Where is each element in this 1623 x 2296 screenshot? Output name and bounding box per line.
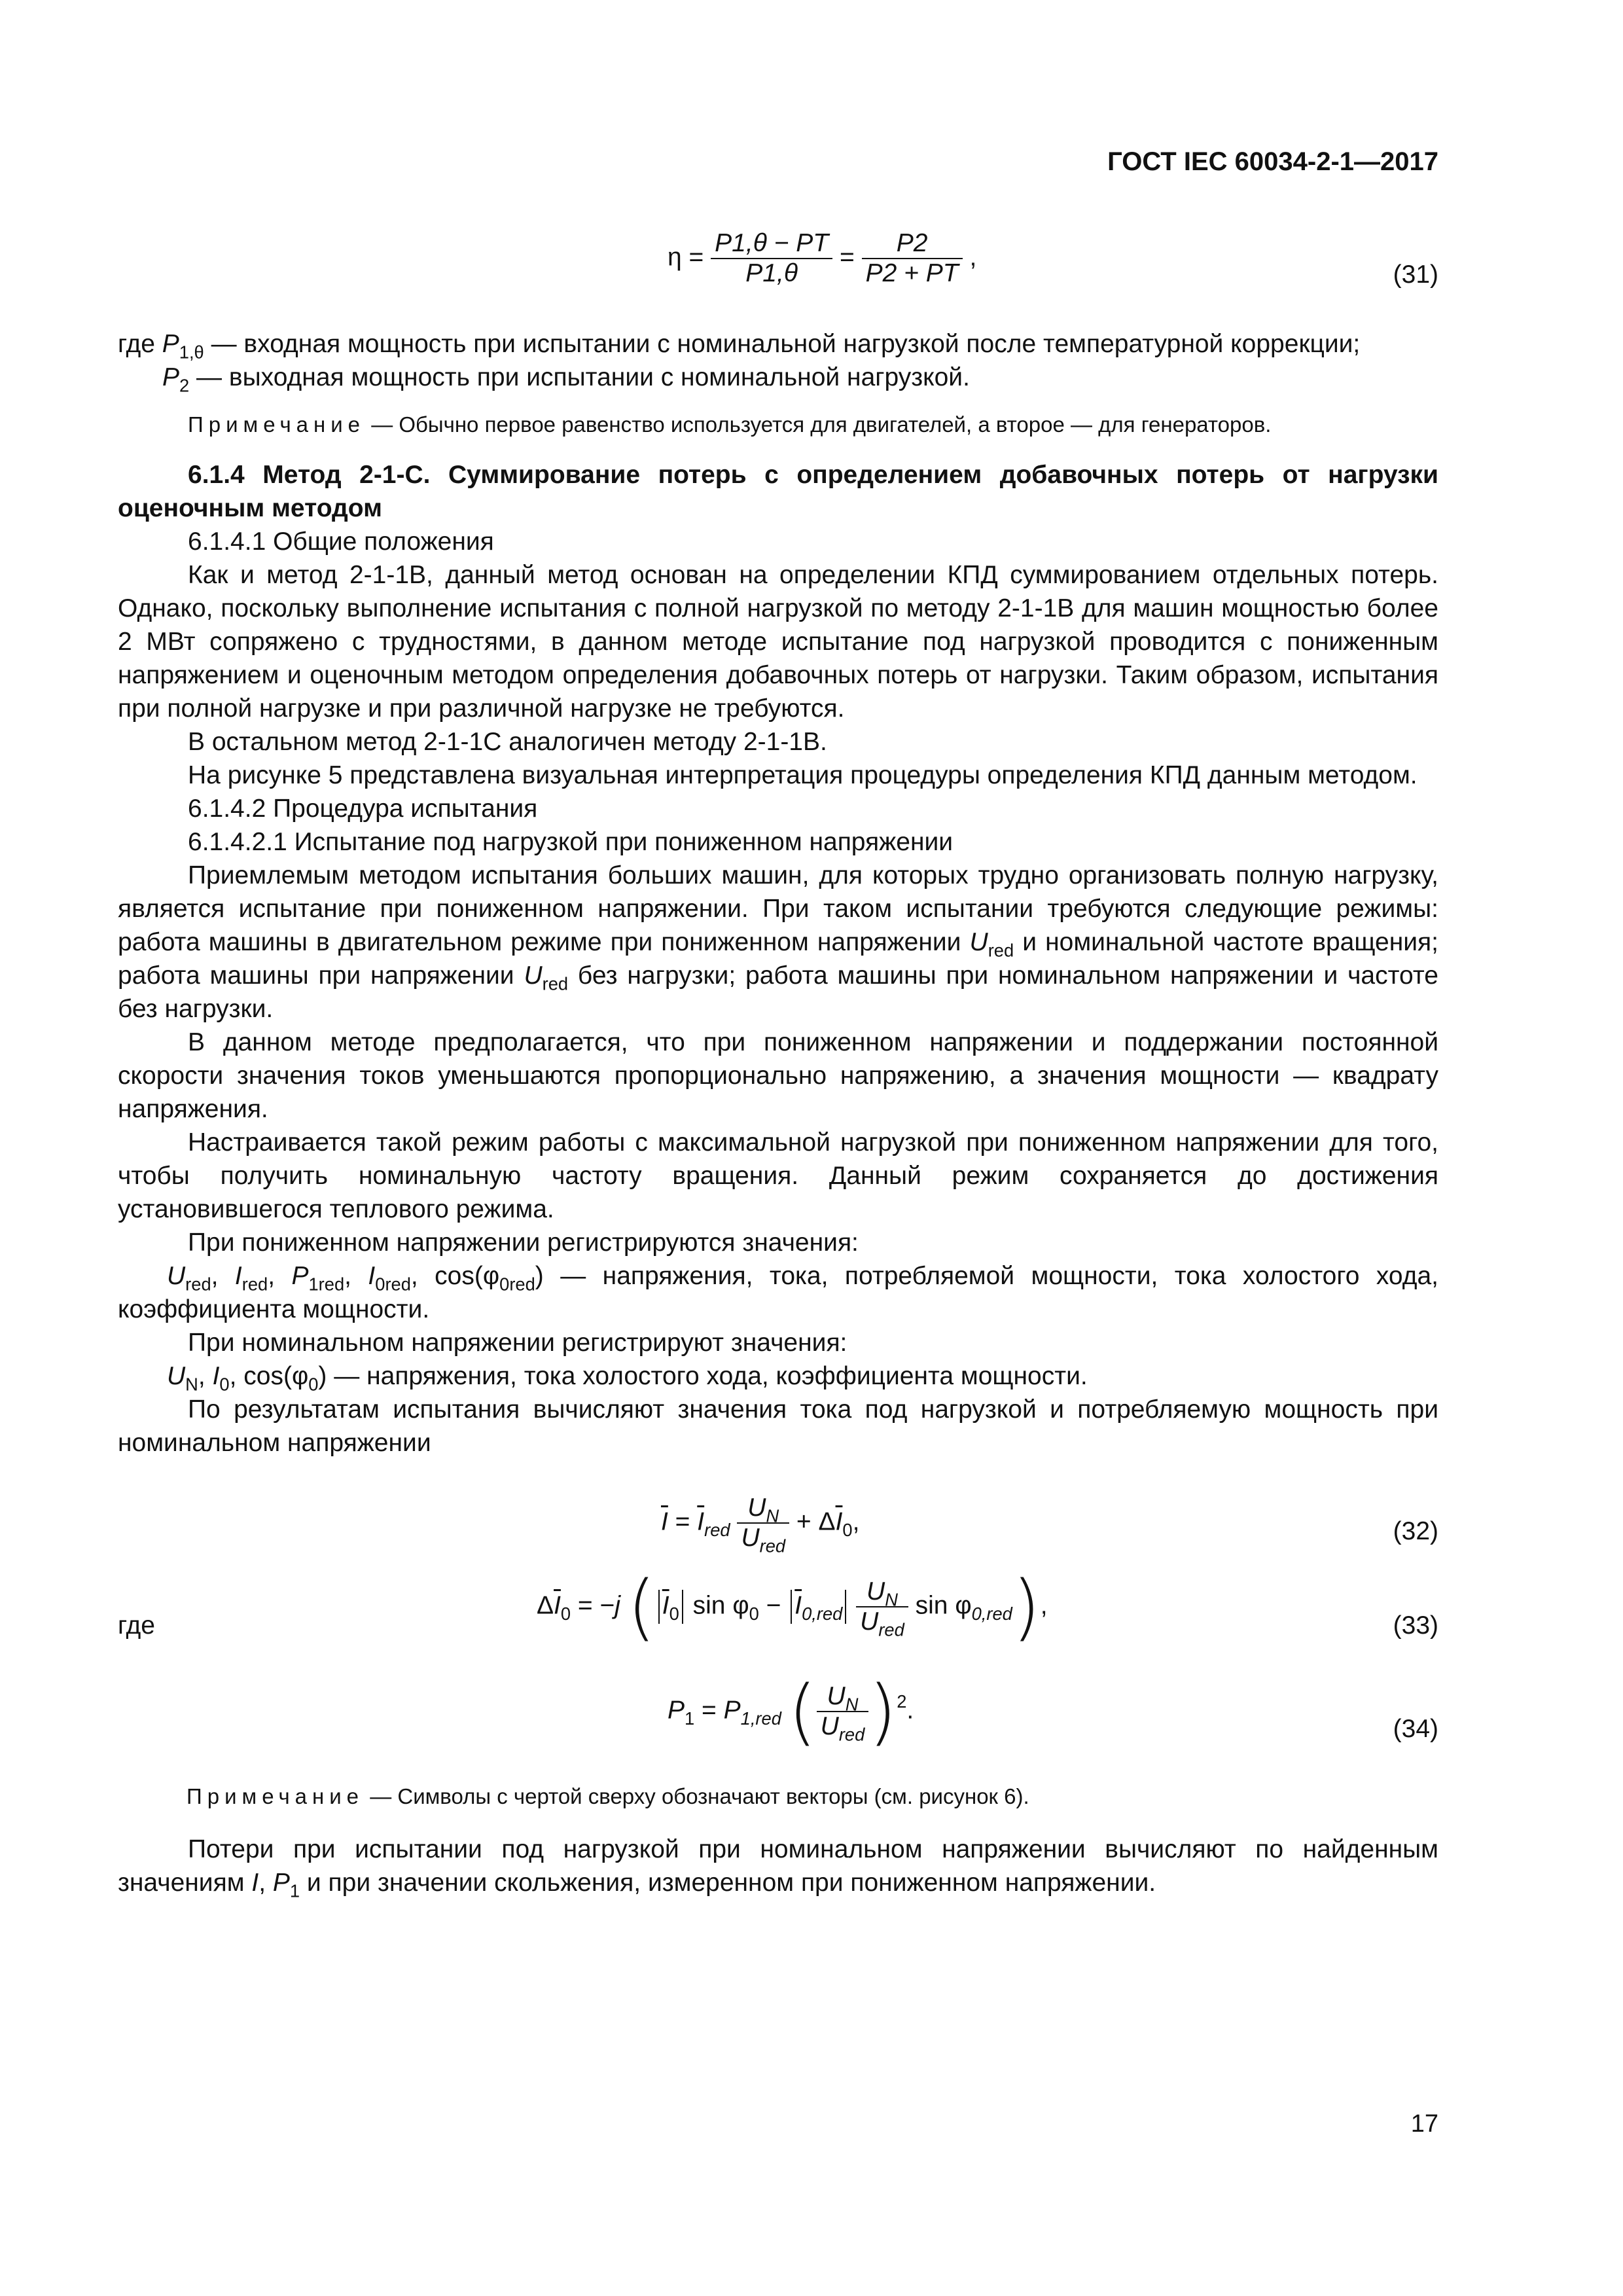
fraction-2 [862,229,963,288]
page-number: 17 [1410,2110,1438,2138]
note-text: — Символы с чертой сверху обозначают векторы (см. рисунок 6). [370,1784,1029,1808]
equals-sign: = [839,243,855,272]
final-paragraph: Потери при испытании под нагрузкой при номинальном напряжении вычисляют по найденным значениям I, $P_1$ и при значении скольжения, измеренном при пониженном напряжении. [118,1835,1438,1901]
equation-number-32: (32) [1393,1517,1438,1545]
paragraph-2: В остальном метод 2-1-1С аналогичен методу 2-1-1В. [188,728,827,756]
subsection-6-1-4-2: 6.1.4.2 Процедура испытания [188,795,538,823]
subsection-6-1-4-2-1: 6.1.4.2.1 Испытание под нагрузкой при пониженном напряжении [188,828,954,856]
paragraph-11: По результатам испытания вычисляют значения тока под нагрузкой и потребляемую мощность при номинальном напряжении [118,1395,1438,1457]
document-header: ГОСТ IEC 60034-2-1—2017 [1107,147,1438,176]
equation-34: $P_1 = P_{1,red}$ ( $\frac{U_N}{U_{red}}$ )$^2$. [668,1670,914,1753]
where-line-1: где $P_{1,\theta}$ — входная мощность при испытании с номинальной нагрузкой после температурной коррекции; [118,330,1361,363]
equation-number-34: (34) [1393,1715,1438,1743]
fraction-2-denominator: P2 + PT [865,259,959,287]
equation-32: $\overline{I} = \overline{I}_{red}$ $\frac{U_N}{U_{red}}$ + $\Delta\overline{I}_0$, [661,1494,860,1556]
paragraph-7: При пониженном напряжении регистрируются значения: [188,1229,859,1257]
where-line-2: $P_2$ — выходная мощность при испытании с номинальной нагрузкой. [162,363,970,396]
note-2 [118,1782,1438,1812]
paragraph-9: При номинальном напряжении регистрируют значения: [188,1329,847,1357]
equation-comma: , [969,243,977,272]
where-clause-31 [118,327,1438,394]
paragraph-8-reduced-values: $U_{red}$, $I_{red}$, $P_{1red}$, $I_{0red}$, $\cos(\varphi_{0red})$ — напряжения, тока, потребляемой мощности, тока холостого хода, коэффициента мощности. [118,1262,1439,1323]
eta-symbol: η = [668,243,704,272]
paragraph-1: Как и метод 2-1-1В, данный метод основан на определении КПД суммированием отдельных потерь. Однако, поскольку выполнение испытания с полной нагрузкой по методу 2-1-1В для машин мощностью более 2 МВт сопряжено с трудностями, в данном методе испытание под нагрузкой проводится с пониженным напряжением и оценочным методом определения добавочных потерь от нагрузки. Таким образом, испытания при полной нагрузке и при различной нагрузке не требуются. [118,561,1438,723]
section-6-1-4 [118,458,1438,1460]
where-label-33: где [118,1611,155,1640]
paragraph-4: Приемлемым методом испытания больших машин, для которых трудно организовать полную нагрузку, является испытание при пониженном напряжении. При таком испытании требуются следующие режимы: работа машины в двигательном режиме при пониженном напряжении $U_{red}$ и номинальной частоте вращения; работа машины при напряжении $U_{red}$ без нагрузки; работа машины при номинальном напряжении и частоте без нагрузки. [118,861,1438,1023]
fraction-1-numerator: P1,θ − PT [711,229,832,259]
note-label: Примечание [187,1784,365,1808]
note-text: — Обычно первое равенство используется для двигателей, а второе — для генераторов. [371,412,1272,437]
fraction-1 [711,229,832,288]
subsection-6-1-4-1: 6.1.4.1 Общие положения [188,528,494,556]
equation-number-33: (33) [1393,1611,1438,1640]
paragraph-5: В данном методе предполагается, что при пониженном напряжении и поддержании постоянной скорости значения токов уменьшаются пропорционально напряжению, а значения мощности — квадрату напряжения. [118,1028,1438,1123]
equation-number-31: (31) [1393,260,1438,289]
paragraph-10-nominal-values: $U_N$, $I_0$, $\cos(\varphi_0)$ — напряжения, тока холостого хода, коэффициента мощности. [167,1362,1088,1395]
note-1 [118,410,1438,440]
fraction-2-numerator: P2 [862,229,963,259]
paragraph-6: Настраивается такой режим работы с максимальной нагрузкой при пониженном напряжении для того, чтобы получить номинальную частоту вращения. Данный режим сохраняется до достижения установившегося теплового режима. [118,1128,1438,1223]
note-label: Примечание [188,412,366,437]
equation-31 [668,229,976,288]
fraction-1-denominator: P1,θ [745,259,798,287]
equation-33: $\Delta\overline{I}_0 = -j$ ( $\overline{I}_0$ $\sin \varphi_0 - \overline{I}_{0,red}$ $\frac{U_N}{U_{red}}$ $\sin \varphi_{0,red}$), [537,1565,1048,1649]
section-heading: 6.1.4 Метод 2-1-С. Суммирование потерь с определением добавочных потерь от нагрузки оценочным методом [118,461,1438,522]
paragraph-3: На рисунке 5 представлена визуальная интерпретация процедуры определения КПД данным методом. [188,761,1418,789]
